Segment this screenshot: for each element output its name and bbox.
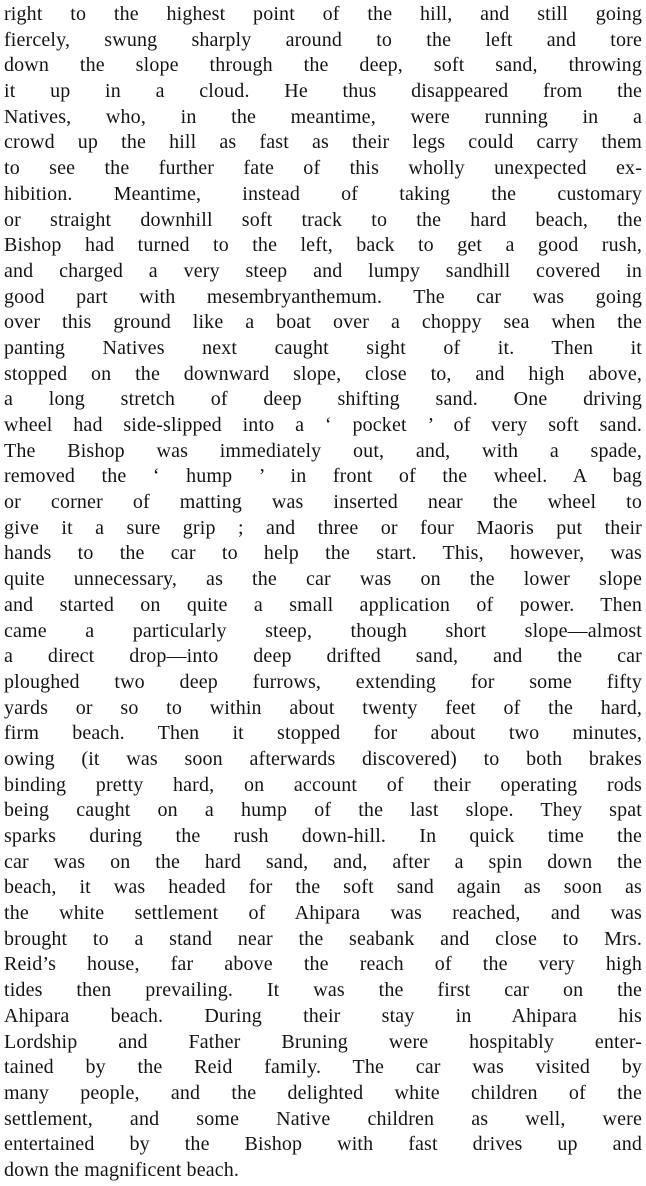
text-line: to see the further fate of this wholly unexpected ex- <box>4 157 642 180</box>
text-line: quite unnecessary, as the car was on the lower slope <box>4 568 642 591</box>
text-line: a long stretch of deep shifting sand. One driving <box>4 388 642 411</box>
text-line: Ahipara beach. During their stay in Ahipara his <box>4 1004 642 1027</box>
text-line: brought to a stand near the seabank and close to Mrs. <box>4 927 642 950</box>
text-line: wheel had side-slipped into a ‘ pocket ’ of very soft sand. <box>4 414 642 436</box>
text-line: down the magnificent beach. <box>4 1158 240 1181</box>
text-line: it up in a cloud. He thus disappeared from the <box>4 80 642 103</box>
text-line: removed the ‘ hump ’ in front of the wheel. A bag <box>4 465 642 488</box>
text-line: Lordship and Father Bruning were hospitably enter- <box>4 1030 642 1053</box>
text-line: The Bishop was immediately out, and, with a spade, <box>4 439 642 462</box>
text-line: binding pretty hard, on account of their operating rods <box>4 773 642 796</box>
text-line: firm beach. Then it stopped for about two minutes, <box>4 722 642 745</box>
text-line: fiercely, swung sharply around to the left and tore <box>4 28 642 51</box>
text-line: give it a sure grip ; and three or four Maoris put their <box>4 516 642 539</box>
text-line: crowd up the hill as fast as their legs could carry them <box>4 131 642 154</box>
text-line: stopped on the downward slope, close to, and high above, <box>4 362 642 385</box>
text-line: yards or so to within about twenty feet of the hard, <box>4 696 642 719</box>
body-text <box>4 2 642 1184</box>
text-line: car was on the hard sand, and, after a spin down the <box>4 850 642 873</box>
text-line: Natives, who, in the meantime, were running in a <box>4 105 642 128</box>
text-line: beach, it was headed for the soft sand again as soon as <box>4 876 642 899</box>
text-line: over this ground like a boat over a choppy sea when the <box>4 311 642 334</box>
text-line: good part with mesembryanthemum. The car was going <box>4 285 642 308</box>
text-line: and charged a very steep and lumpy sandhill covered in <box>4 259 642 282</box>
text-line: tides then prevailing. It was the first car on the <box>4 979 642 1002</box>
text-line: entertained by the Bishop with fast drives up and <box>4 1133 642 1156</box>
text-line: sparks during the rush down-hill. In quick time the <box>4 825 642 847</box>
text-line: Reid’s house, far above the reach of the very high <box>4 953 642 976</box>
text-line: right to the highest point of the hill, and still going <box>4 3 642 25</box>
text-line: came a particularly steep, though short slope—almost <box>4 619 642 642</box>
text-line: many people, and the delighted white children of the <box>4 1081 642 1104</box>
text-line: or corner of matting was inserted near the wheel to <box>4 491 642 514</box>
text-line: ploughed two deep furrows, extending for some fifty <box>4 670 642 693</box>
text-line: Bishop had turned to the left, back to get a good rush, <box>4 234 642 257</box>
text-line: and started on quite a small application of power. Then <box>4 593 642 616</box>
text-line: the white settlement of Ahipara was reached, and was <box>4 902 642 925</box>
text-line: tained by the Reid family. The car was visited by <box>4 1056 642 1079</box>
text-line: hands to the car to help the start. This, however, was <box>4 542 642 565</box>
text-line: owing (it was soon afterwards discovered) to both brakes <box>4 747 642 770</box>
text-line: a direct drop—into deep drifted sand, and the car <box>4 645 642 668</box>
text-line: panting Natives next caught sight of it. Then it <box>4 336 642 359</box>
text-line: or straight downhill soft track to the hard beach, the <box>4 208 642 231</box>
text-line: being caught on a hump of the last slope. They spat <box>4 799 642 822</box>
text-line: hibition. Meantime, instead of taking the customary <box>4 182 642 205</box>
text-line: down the slope through the deep, soft sand, throwing <box>4 54 642 77</box>
text-line: settlement, and some Native children as well, were <box>4 1107 642 1130</box>
